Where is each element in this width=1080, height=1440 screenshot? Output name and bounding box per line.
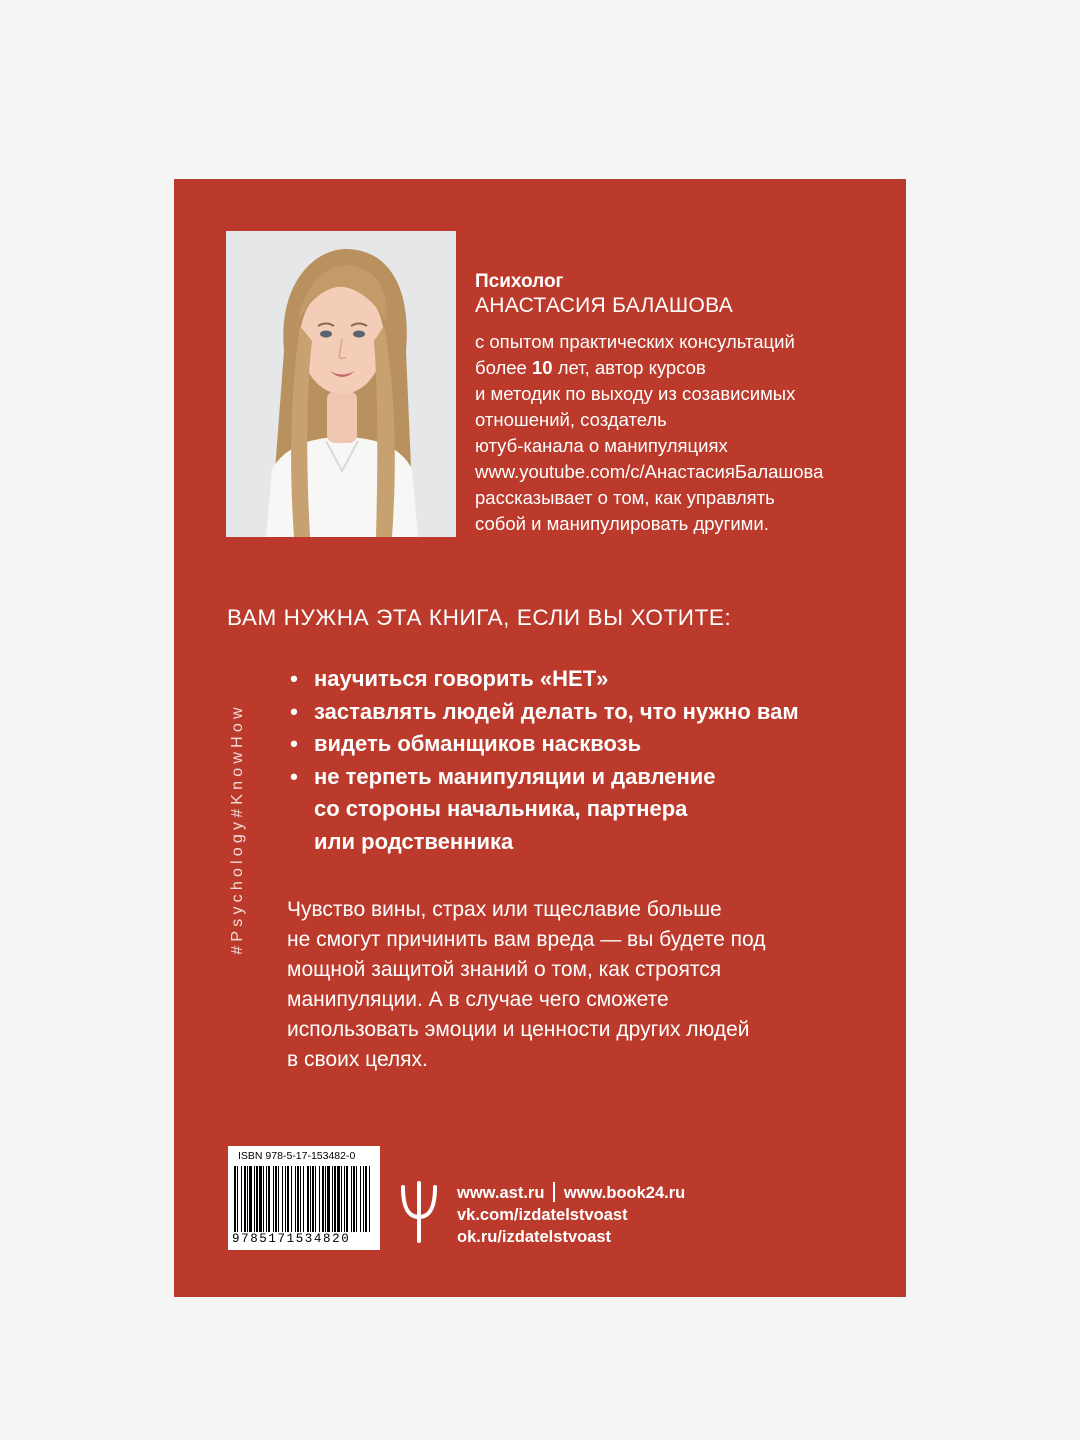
headline: ВАМ НУЖНА ЭТА КНИГА, ЕСЛИ ВЫ ХОТИТЕ: (227, 605, 732, 630)
isbn-number: ISBN 978-5-17-153482-0 (238, 1150, 356, 1162)
book24-link[interactable]: www.book24.ru (563, 1184, 686, 1202)
bullet-dot-icon: • (290, 763, 298, 789)
links-row (457, 1182, 685, 1204)
description-line: манипуляции. А в случае чего сможете (287, 988, 669, 1011)
vk-link[interactable]: vk.com/izdatelstvoast (457, 1206, 628, 1224)
benefit-list (284, 663, 884, 858)
bio-line: ютуб-канала о манипуляциях (475, 435, 728, 456)
bio-line: отношений, создатель (475, 409, 667, 430)
ok-link[interactable]: ok.ru/izdatelstvoast (457, 1228, 612, 1246)
description-line: использовать эмоции и ценности других людей (287, 1018, 750, 1041)
description-line: в своих целях. (287, 1048, 428, 1071)
author-name: АНАСТАСИЯ БАЛАШОВА (475, 294, 733, 317)
bio-line (475, 355, 895, 381)
description-line: Чувство вины, страх или тщеславие больше (287, 898, 722, 921)
author-info (475, 271, 895, 537)
bio-text: более (475, 357, 532, 378)
list-item (284, 728, 884, 761)
list-item-text: научиться говорить «НЕТ» (314, 666, 609, 691)
bio-line: собой и манипулировать другими. (475, 513, 769, 534)
bio-text: лет, автор курсов (552, 357, 706, 378)
bullet-dot-icon: • (290, 698, 298, 724)
barcode-digits: 9785171534820 (232, 1232, 351, 1246)
bio-line: рассказывает о том, как управлять (475, 487, 775, 508)
author-photo (226, 231, 456, 537)
vertical-hashtag (226, 679, 250, 979)
bio-line: и методик по выходу из созависимых (475, 383, 796, 404)
barcode-bars (234, 1166, 374, 1232)
description-line: не смогут причинить вам вреда — вы будете под (287, 928, 766, 951)
youtube-link[interactable]: www.youtube.com/c/АнастасияБалашова (475, 461, 824, 482)
list-item-text: видеть обманщиков насквозь (314, 731, 642, 756)
list-item-text: или родственника (314, 828, 514, 854)
publisher-links (457, 1182, 685, 1248)
bullet-dot-icon: • (290, 666, 298, 691)
author-bio (475, 329, 895, 537)
list-item (284, 663, 884, 696)
description-paragraph (287, 895, 847, 1075)
bio-line: с опытом практических консультаций (475, 331, 795, 352)
author-role: Психолог (475, 271, 564, 292)
list-item (284, 761, 884, 859)
bullet-dot-icon: • (290, 731, 298, 756)
book-back-cover (174, 179, 906, 1297)
psi-logo-icon (399, 1179, 439, 1243)
author-portrait-illustration (226, 231, 456, 537)
list-item-text: заставлять людей делать то, что нужно вам (314, 698, 799, 724)
divider (553, 1182, 555, 1202)
bio-years: 10 (532, 357, 553, 378)
list-item (284, 696, 884, 729)
ast-link[interactable]: www.ast.ru (457, 1184, 545, 1202)
list-item-text: со стороны начальника, партнера (314, 796, 688, 821)
list-item-text: не терпеть манипуляции и давление (314, 763, 716, 789)
description-line: мощной защитой знаний о том, как строятся (287, 958, 722, 981)
hashtag-text: #Psychology#KnowHow (229, 703, 246, 955)
isbn-barcode (228, 1146, 380, 1250)
